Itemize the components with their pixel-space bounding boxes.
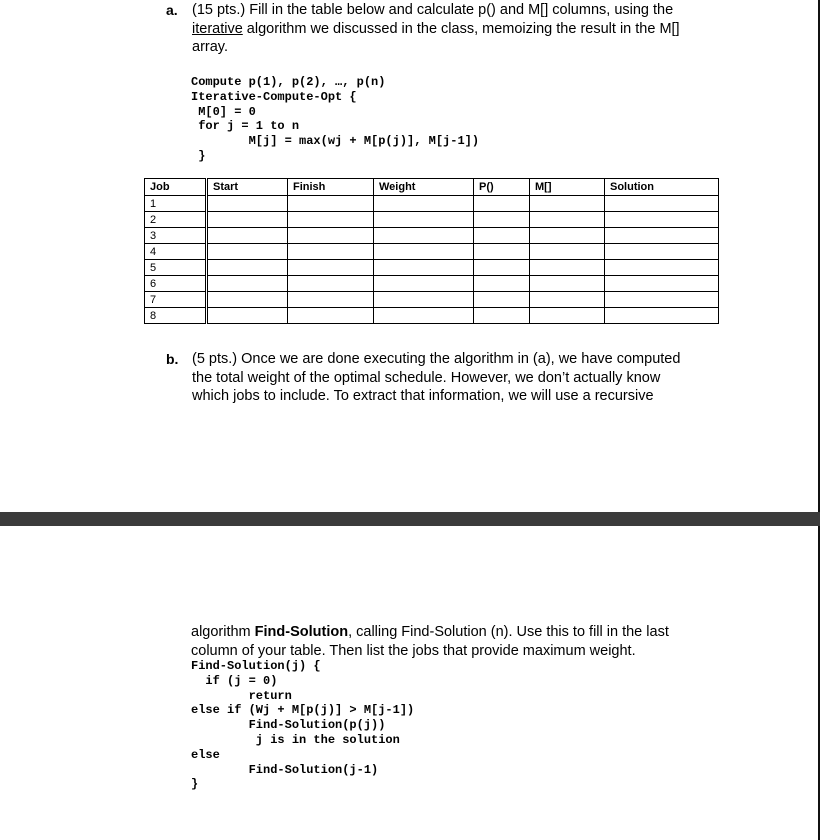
- table-cell-m[interactable]: [530, 292, 605, 308]
- code-a-line: Iterative-Compute-Opt {: [191, 89, 357, 104]
- code-b-line: else if (Wj + M[p(j)] > M[j-1]): [191, 703, 415, 718]
- question-b-cont-line-1: [191, 623, 711, 642]
- question-b-text: [192, 350, 712, 406]
- code-a-line: }: [191, 148, 206, 163]
- table-cell-solution[interactable]: [605, 276, 719, 292]
- code-block-a: [191, 75, 479, 164]
- table-cell-finish[interactable]: [288, 292, 374, 308]
- question-b-continued: [191, 623, 711, 660]
- table-cell-solution[interactable]: [605, 292, 719, 308]
- table-row: [145, 308, 719, 324]
- question-b-label: b.: [166, 351, 179, 367]
- table-row: [145, 276, 719, 292]
- table-cell-weight[interactable]: [374, 260, 474, 276]
- table-cell-finish[interactable]: [288, 308, 374, 324]
- table-cell-solution[interactable]: [605, 196, 719, 212]
- table-row: [145, 196, 719, 212]
- table-cell-p[interactable]: [474, 212, 530, 228]
- table-cell-p[interactable]: [474, 292, 530, 308]
- table-cell-p[interactable]: [474, 244, 530, 260]
- table-cell-m[interactable]: [530, 260, 605, 276]
- question-b-cont-line-2: column of your table. Then list the jobs that provide maximum weight.: [191, 642, 636, 659]
- table-cell-p[interactable]: [474, 228, 530, 244]
- table-cell-start[interactable]: [207, 276, 288, 292]
- table-row: [145, 212, 719, 228]
- table-cell-weight[interactable]: [374, 196, 474, 212]
- code-b-line: j is in the solution: [191, 732, 400, 747]
- table-cell-start[interactable]: [207, 196, 288, 212]
- job-number-cell: 7: [145, 292, 207, 308]
- table-cell-finish[interactable]: [288, 196, 374, 212]
- question-a-line-3: array.: [192, 39, 228, 55]
- column-header: Solution: [605, 179, 719, 196]
- column-header: Job: [145, 179, 207, 196]
- question-b-line: which jobs to include. To extract that information, we will use a recursive: [192, 388, 654, 404]
- table-cell-solution[interactable]: [605, 260, 719, 276]
- table-cell-finish[interactable]: [288, 228, 374, 244]
- table-row: [145, 228, 719, 244]
- job-number-cell: 4: [145, 244, 207, 260]
- table-row: [145, 244, 719, 260]
- text-span: , calling Find-Solution (n). Use this to fill in the last: [348, 624, 669, 640]
- table-cell-start[interactable]: [207, 260, 288, 276]
- table-row: [145, 292, 719, 308]
- table-cell-start[interactable]: [207, 292, 288, 308]
- table-cell-weight[interactable]: [374, 308, 474, 324]
- table-header-row: [145, 179, 719, 196]
- table-cell-weight[interactable]: [374, 244, 474, 260]
- question-a-line-2: [192, 20, 712, 39]
- question-a-line-2-rest: algorithm we discussed in the class, memoizing the result in the M[]: [242, 20, 680, 37]
- text-span: algorithm: [191, 624, 255, 640]
- table-cell-finish[interactable]: [288, 212, 374, 228]
- column-header: Finish: [288, 179, 374, 196]
- column-header: Weight: [374, 179, 474, 196]
- table-cell-p[interactable]: [474, 308, 530, 324]
- underlined-word: iterative: [192, 20, 243, 37]
- code-a-line: M[j] = max(wj + M[p(j)], M[j-1]): [191, 134, 480, 149]
- table-cell-start[interactable]: [207, 212, 288, 228]
- table-cell-m[interactable]: [530, 196, 605, 212]
- table-cell-weight[interactable]: [374, 292, 474, 308]
- table-cell-p[interactable]: [474, 276, 530, 292]
- job-number-cell: 3: [145, 228, 207, 244]
- column-header: P(): [474, 179, 530, 196]
- column-header: M[]: [530, 179, 605, 196]
- job-number-cell: 1: [145, 196, 207, 212]
- code-b-line: Find-Solution(j-1): [191, 762, 379, 777]
- code-a-line: Compute p(1), p(2), …, p(n): [191, 75, 386, 89]
- code-b-line: if (j = 0): [191, 673, 278, 688]
- table-cell-start[interactable]: [207, 244, 288, 260]
- code-b-line: return: [191, 688, 292, 703]
- table-cell-finish[interactable]: [288, 244, 374, 260]
- code-b-line: Find-Solution(p(j)): [191, 718, 386, 733]
- table-cell-start[interactable]: [207, 228, 288, 244]
- question-a-text: [192, 1, 712, 57]
- code-a-line: M[0] = 0: [191, 104, 256, 119]
- question-b-line: the total weight of the optimal schedule. However, we don’t actually know: [192, 369, 661, 386]
- table-cell-weight[interactable]: [374, 276, 474, 292]
- table-cell-weight[interactable]: [374, 212, 474, 228]
- question-a-line-1: (15 pts.) Fill in the table below and calculate p() and M[] columns, using the: [192, 2, 674, 18]
- column-header: Start: [207, 179, 288, 196]
- table-cell-m[interactable]: [530, 212, 605, 228]
- table-cell-weight[interactable]: [374, 228, 474, 244]
- table-cell-solution[interactable]: [605, 228, 719, 244]
- code-b-line: Find-Solution(j) {: [191, 659, 321, 673]
- job-number-cell: 5: [145, 260, 207, 276]
- table-cell-p[interactable]: [474, 260, 530, 276]
- job-number-cell: 8: [145, 308, 207, 324]
- table-cell-start[interactable]: [207, 308, 288, 324]
- find-solution-bold: Find-Solution: [254, 624, 349, 640]
- code-block-b: [191, 659, 414, 792]
- job-number-cell: 6: [145, 276, 207, 292]
- question-a-label: a.: [166, 2, 178, 18]
- table-cell-solution[interactable]: [605, 308, 719, 324]
- table-cell-solution[interactable]: [605, 244, 719, 260]
- table-row: [145, 260, 719, 276]
- table-cell-m[interactable]: [530, 244, 605, 260]
- table-cell-p[interactable]: [474, 196, 530, 212]
- table-cell-finish[interactable]: [288, 276, 374, 292]
- table-cell-m[interactable]: [530, 308, 605, 324]
- table-cell-solution[interactable]: [605, 212, 719, 228]
- code-b-line: else: [191, 747, 220, 762]
- page-break-bar: [0, 512, 820, 526]
- table-cell-m[interactable]: [530, 276, 605, 292]
- table-cell-m[interactable]: [530, 228, 605, 244]
- job-number-cell: 2: [145, 212, 207, 228]
- code-b-line: }: [191, 777, 199, 792]
- jobs-table: [144, 178, 719, 324]
- code-a-line: for j = 1 to n: [191, 119, 300, 134]
- question-b-line: (5 pts.) Once we are done executing the algorithm in (a), we have computed: [192, 351, 681, 367]
- table-cell-finish[interactable]: [288, 260, 374, 276]
